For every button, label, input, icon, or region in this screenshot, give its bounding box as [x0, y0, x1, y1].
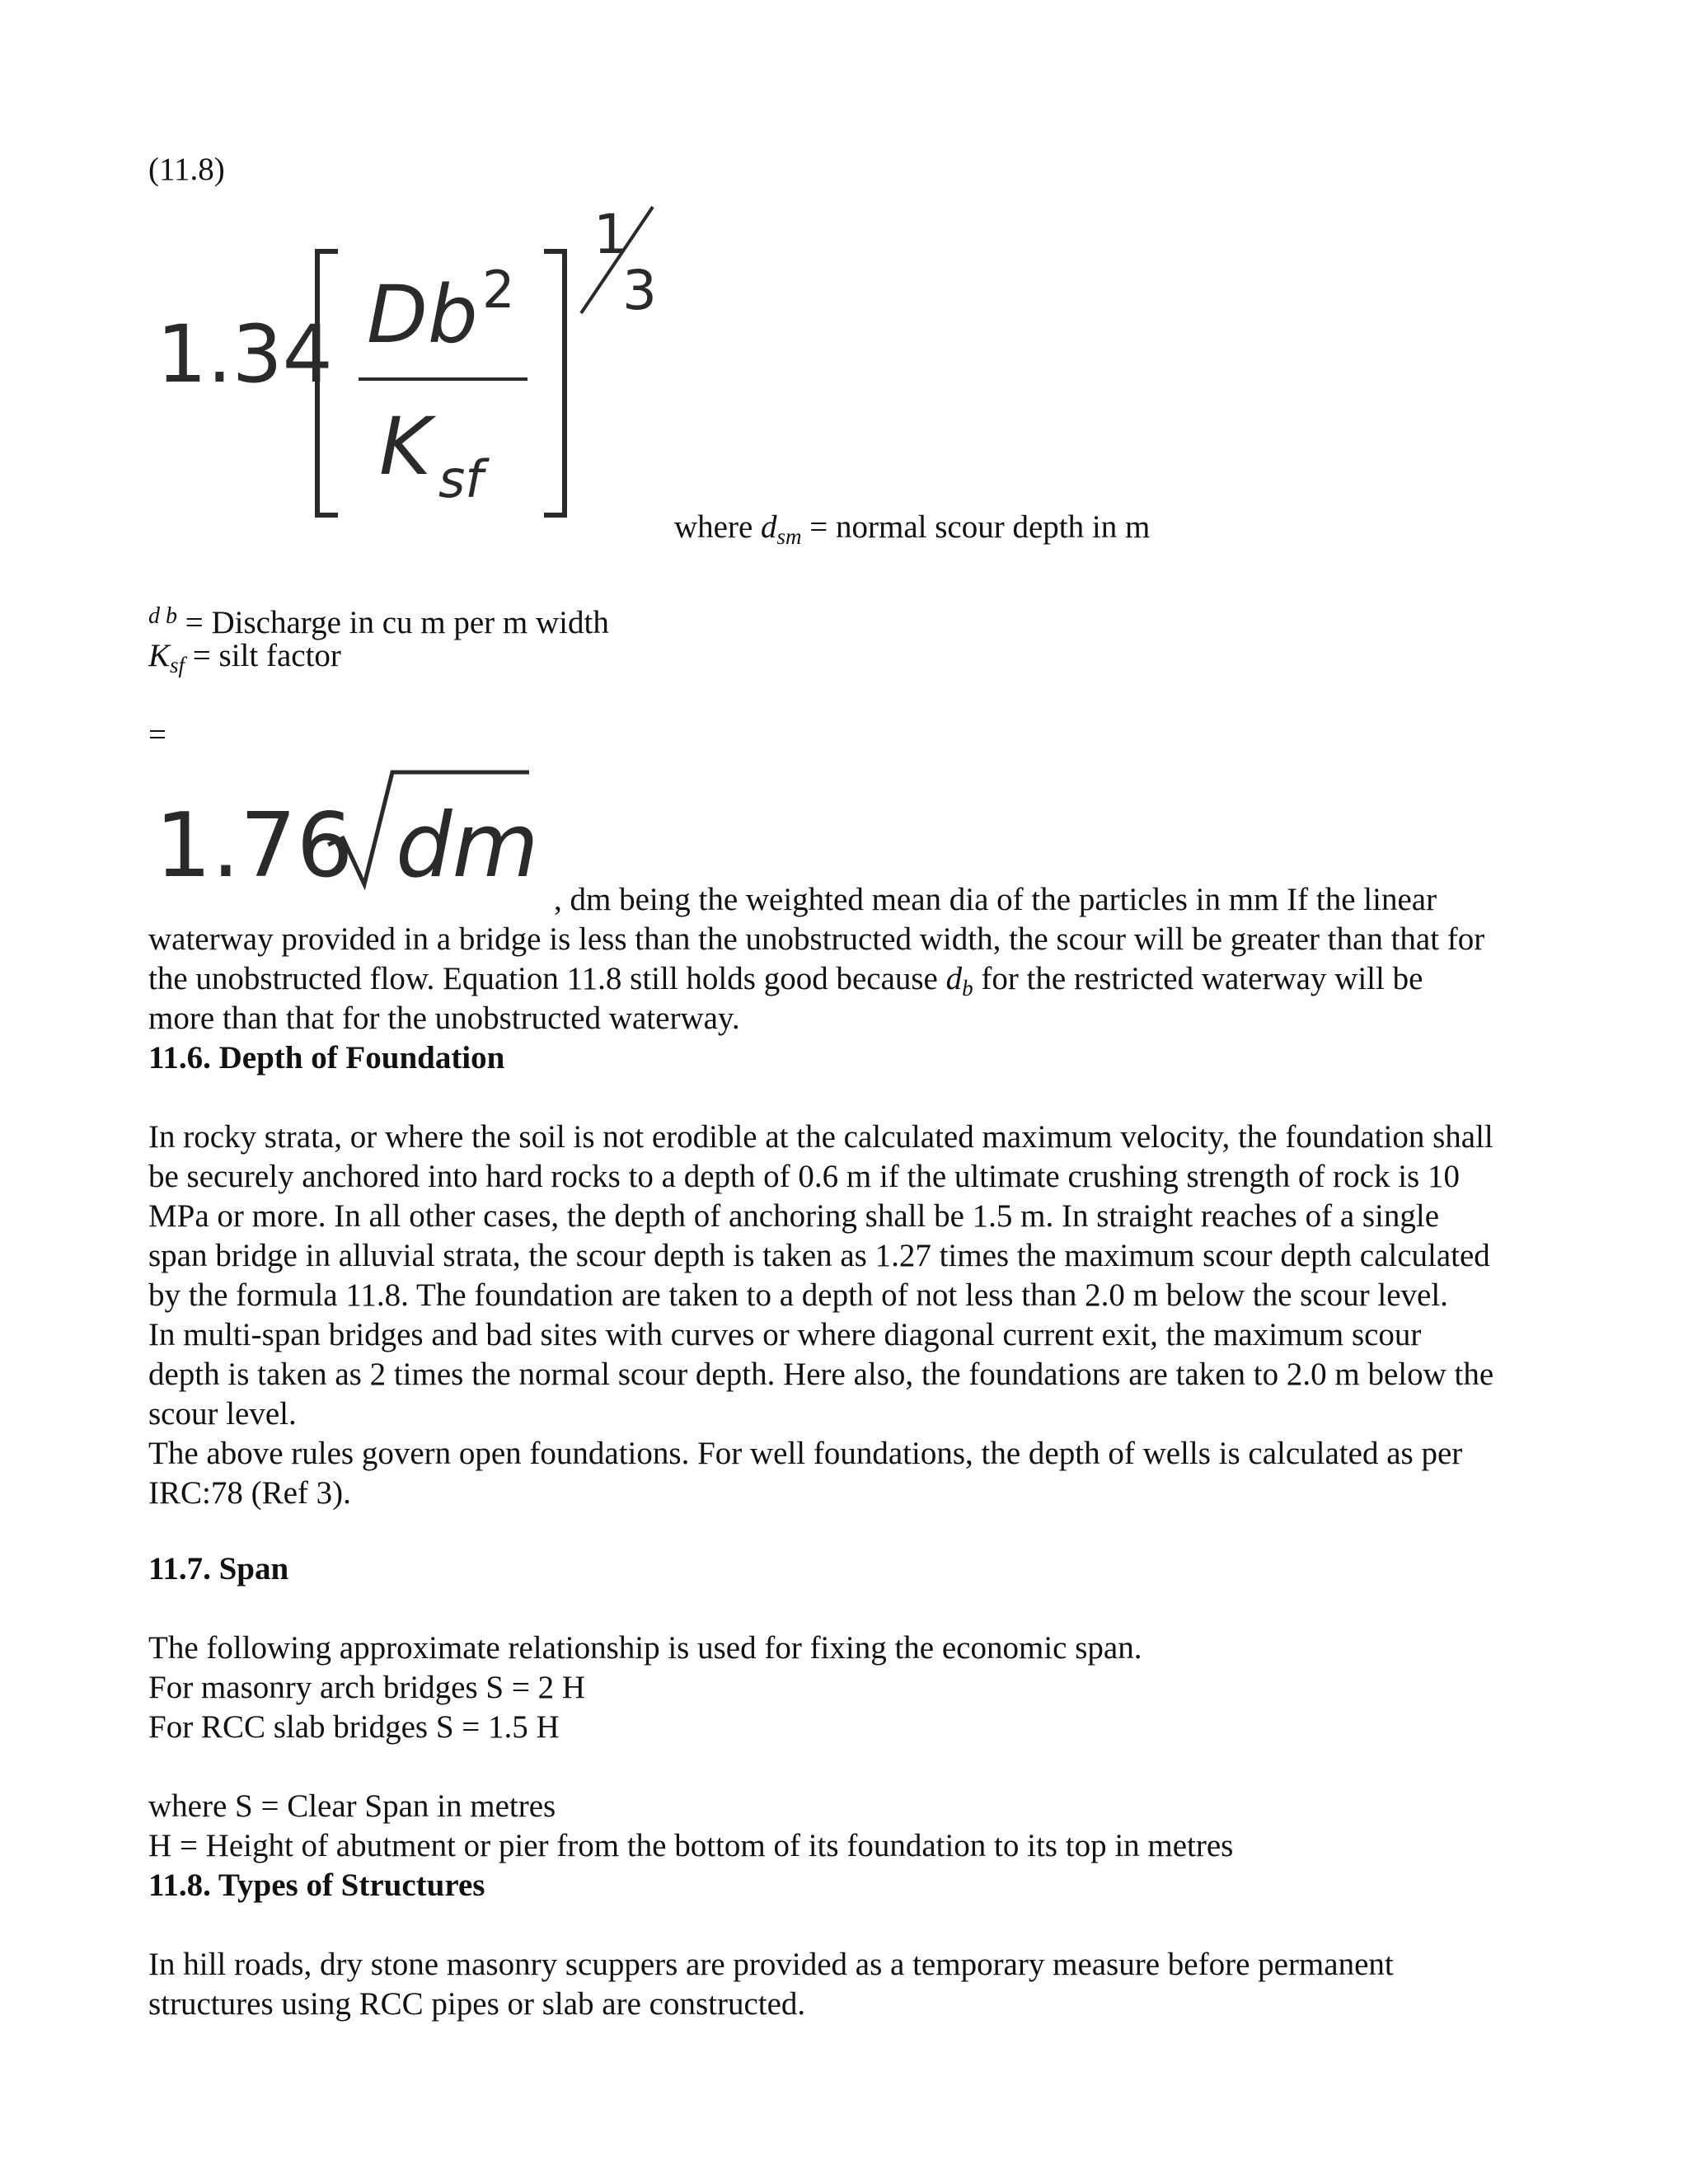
paragraph-line: structures using RCC pipes or slab are constructed.	[148, 1986, 806, 2022]
formula-silt-factor	[148, 762, 544, 898]
paragraph-line: scour level.	[148, 1396, 297, 1432]
equals-sign: =	[148, 717, 166, 752]
formula1-exp-den: 3	[622, 259, 657, 322]
ksf-definition: $K_{sf}$ = silt factor	[148, 638, 341, 677]
paragraph-line: In multi-span bridges and bad sites with curves or where diagonal current exit, the maximum scour	[148, 1317, 1422, 1352]
paragraph-line: In hill roads, dry stone masonry scuppers are provided as a temporary measure before permanent	[148, 1947, 1394, 1982]
paragraph-line: In rocky strata, or where the soil is not erodible at the calculated maximum velocity, the foundation shall	[148, 1119, 1493, 1155]
formula2-radicand: dm	[396, 794, 539, 898]
formula1-denominator-sub: sf	[438, 449, 484, 509]
formula2-coefficient: 1.76	[155, 794, 354, 898]
dm-text-line2: waterway provided in a bridge is less than the unobstructed width, the scour will be greater than that for	[148, 921, 1485, 957]
paragraph-line: depth is taken as 2 times the normal scour depth. Here also, the foundations are taken to 2.0 m below the	[148, 1357, 1494, 1392]
paragraph-line: H = Height of abutment or pier from the bottom of its foundation to its top in metres	[148, 1828, 1234, 1863]
formula1-numerator-exp: 2	[482, 260, 515, 320]
paragraph-line: For RCC slab bridges S = 1.5 H	[148, 1709, 560, 1745]
formula-scour-depth	[148, 202, 676, 532]
paragraph-line: The following approximate relationship is used for fixing the economic span.	[148, 1630, 1142, 1666]
paragraph-line: The above rules govern open foundations. For well foundations, the depth of wells is calculated as per	[148, 1436, 1463, 1471]
paragraph-line: MPa or more. In all other cases, the depth of anchoring shall be 1.5 m. In straight reaches of a single	[148, 1198, 1440, 1234]
dm-text-line1: , dm being the weighted mean dia of the particles in mm If the linear	[554, 882, 1437, 917]
paragraph-types-of-structures	[148, 1945, 1550, 2024]
paragraph-depth-of-foundation	[148, 1118, 1550, 1513]
dm-text-line3: the unobstructed flow. Equation 11.8 still holds good because $d_b$ for the restricted waterway will be	[148, 961, 1423, 1001]
formula1-denominator: K	[379, 401, 431, 493]
heading-types-of-structures: 11.8. Types of Structures	[148, 1868, 485, 1903]
equation-number: (11.8)	[148, 152, 225, 187]
right-bracket	[544, 251, 565, 515]
formula1-numerator: Db	[367, 269, 478, 361]
heading-depth-of-foundation: 11.6. Depth of Foundation	[148, 1040, 505, 1076]
paragraph-line: where S = Clear Span in metres	[148, 1788, 556, 1824]
paragraph-span	[148, 1629, 1550, 1747]
paragraph-line: IRC:78 (Ref 3).	[148, 1475, 351, 1511]
heading-span: 11.7. Span	[148, 1551, 289, 1586]
formula1-exp-num: 1	[593, 203, 628, 266]
paragraph-line: by the formula 11.8. The foundation are taken to a depth of not less than 2.0 m below the scour level.	[148, 1277, 1448, 1313]
paragraph-line: be securely anchored into hard rocks to a depth of 0.6 m if the ultimate crushing strength of rock is 10	[148, 1159, 1460, 1194]
formula1-coefficient: 1.34	[157, 308, 333, 401]
paragraph-line: For masonry arch bridges S = 2 H	[148, 1670, 586, 1705]
paragraph-line: span bridge in alluvial strata, the scour depth is taken as 1.27 times the maximum scour depth calculated	[148, 1238, 1490, 1273]
where-dsm-line: where $d_{sm}$ = normal scour depth in m	[674, 509, 1151, 549]
paragraph-span-definitions	[148, 1787, 1550, 1866]
dm-text-line4: more than that for the unobstructed waterway.	[148, 1001, 740, 1036]
db-definition: $^{d b}$ = Discharge in cu m per m width	[148, 603, 609, 640]
